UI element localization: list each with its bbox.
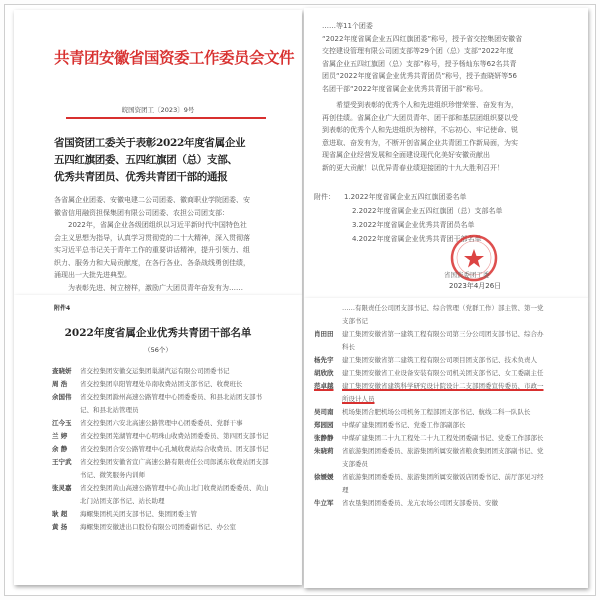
- entry-position: 省交控集团芜湖管理中心明珠山收费站团委委员、第四团支部书记: [80, 432, 269, 440]
- entry-position: 中煤矿建集团二十九工程处二十九工程处团委副书记、党委工作部部长: [342, 434, 544, 442]
- body-line: 希望受到表彰的优秀个人和先进组织珍惜荣誉、奋发有为，: [336, 101, 518, 109]
- list-entry: [52, 443, 272, 456]
- entry-position: 海螺集团机关团支部书记、集团团委主管: [80, 510, 197, 518]
- entry-position: 省农垦集团团委委员、龙亢农场公司团支部委员、安徽: [342, 499, 498, 507]
- entry-name: [314, 302, 342, 328]
- attachments-label: 附件：: [314, 193, 335, 201]
- body-line: 再创佳绩。省属企业广大团员青年、团干部和基层团组织要以受: [322, 113, 518, 122]
- document-page-notice-end: [304, 8, 588, 298]
- entry-position: 省旅游集团团委委员、旅游集团所属安徽饭店团委书记、前厅部见习经理: [342, 473, 544, 494]
- body-line: 交控建设管理有限公司团支部等29个团（总）支部“2022年度: [322, 47, 514, 55]
- list-entry: [314, 497, 546, 510]
- notice-heading: [54, 135, 269, 186]
- body-line: 涌现出一大批先进典型。: [54, 271, 131, 279]
- entry-name: 吴司南: [314, 408, 334, 416]
- document-page-name-list: [14, 295, 302, 585]
- entry-name: 耿 超: [52, 510, 68, 518]
- red-header: 共青团安徽省国资委工作委员会文件: [54, 48, 295, 67]
- highlighted-list-entry: [314, 380, 546, 406]
- entry-position: 省交控集团阜阳管理处阜南收费站团支部书记、收费班长: [80, 380, 243, 388]
- document-page-cover: [14, 10, 302, 295]
- body-line: 名团干部“2022年度省属企业优秀共青团干部”称号。: [322, 84, 488, 93]
- red-divider: [66, 117, 266, 119]
- list-entry: [314, 302, 546, 328]
- body-line: 会主义思想为指导，认真学习贯彻党的二十大精神，深入贯彻落: [54, 233, 250, 242]
- heading-line: 五四红旗团委、五四红旗团（总）支部、: [54, 154, 238, 166]
- list-entry: [52, 508, 272, 521]
- entry-position: 建工集团安徽省第一建筑工程有限公司第三分公司团支部书记、综合办科长: [342, 330, 544, 351]
- entry-name: 黄 扬: [52, 523, 68, 531]
- entry-name: 徐媛媛: [314, 473, 334, 481]
- body-line: 省属企业五四红旗团（总）支部”称号，授予杨灿东等62名共青: [322, 59, 517, 68]
- body-line: 徽省信用融资担保集团有限公司团委、农担公司团支部：: [54, 208, 229, 217]
- list-entry: [314, 354, 546, 367]
- list-entry: [52, 365, 272, 378]
- document-number: 皖国资团工〔2023〕9号: [121, 106, 195, 114]
- entry-position: 省交控集团黄山高速公路管理中心黄山北门收费站团委委员、黄山北门站团支部书记、站长助理: [80, 484, 269, 505]
- entry-name: 郑园园: [314, 421, 334, 429]
- entry-position: ……有限责任公司团支部书记、综合管理（党群工作）部主管、第一党支部书记: [342, 304, 544, 325]
- entry-name: 牛立军: [314, 499, 334, 507]
- entry-name: 查晓妍: [52, 367, 72, 375]
- list-count: （56个）: [144, 346, 172, 354]
- list-entry: [52, 417, 272, 430]
- list-entry: [52, 378, 272, 391]
- body-line: 团员“2022年度省属企业优秀共青团员”称号，授予查晓妍等56: [322, 72, 517, 80]
- entry-name: 江今玉: [52, 419, 72, 427]
- list-entry: [52, 482, 272, 508]
- body-line: 意进取、奋发有为，不断开创省属企业共青团工作新局面，为实: [322, 138, 518, 147]
- list-entry: [52, 391, 272, 417]
- body-line: 织力、服务力和大局贡献度，在各行各业、各条战线勇创佳绩，: [54, 258, 250, 267]
- attachment-label: 附件4: [54, 305, 71, 312]
- heading-line: 省国资团工委关于表彰2022年度省属企业: [54, 137, 246, 149]
- entry-name: 胡欣欣: [314, 369, 334, 377]
- entry-name: 肖田田: [314, 330, 334, 338]
- entry-position: 省交控集团合安公路管理中心孔城收费站综合收费员、团支部书记: [80, 445, 269, 453]
- body-line: 2022年，省属企业各级团组织以习近平新时代中国特色社: [68, 221, 247, 229]
- list-entry: [314, 367, 546, 380]
- document-page-name-list-continued: [304, 298, 588, 588]
- entry-name: 杨先宇: [314, 356, 334, 364]
- entry-name: 余 静: [52, 445, 68, 453]
- entry-position: 省交控集团六安北高速公路管理中心团委委员、党群干事: [80, 419, 243, 427]
- attachment-item: 2.2022年度省属企业五四红旗团（总）支部名单: [352, 207, 503, 215]
- body-line: 新的更大贡献！以优异青春业绩迎接团的十九大胜利召开！: [322, 163, 504, 172]
- body-line: ……等11个团委: [322, 22, 373, 30]
- name-list: [52, 365, 272, 534]
- list-entry: [314, 406, 546, 419]
- entry-position: 中煤矿建集团团委书记、党委工作部副部长: [342, 421, 466, 429]
- body-line: 到表彰的优秀个人和先进组织为榜样，不忘初心、牢记使命、锐: [322, 126, 518, 134]
- list-entry: [52, 521, 272, 534]
- list-entry: [314, 328, 546, 354]
- entry-position: 建工集团安徽省工业设备安装有限公司机关团支部书记、女工委副主任: [342, 369, 544, 377]
- entry-name: 朱晓莉: [314, 447, 334, 455]
- list-entry: [52, 456, 272, 482]
- entry-position: 机场集团合肥机场公司机务工程部团支部书记、航线二科一队队长: [342, 408, 531, 416]
- list-entry: [314, 445, 546, 471]
- entry-position: 省交控集团安徽交运集团巢湖汽运有限公司团委书记: [80, 367, 230, 375]
- entry-position: 海螺集团安徽进出口股份有限公司团委副书记、办公室: [80, 523, 236, 531]
- entry-position: 建工集团安徽省第二建筑工程有限公司项目团支部书记、技术负责人: [342, 356, 537, 364]
- issuer: 省国资委团工委: [444, 271, 490, 279]
- entry-name: 余国伟: [52, 393, 72, 401]
- list-entry: [52, 430, 272, 443]
- attachment-item: 4.2022年度省属企业优秀共青团干部名单: [352, 235, 482, 243]
- entry-position: 省旅游集团团委委员、旅游集团所属安徽省粮食集团团支部副书记、党支部委员: [342, 447, 544, 468]
- entry-name: 周 浩: [52, 380, 68, 388]
- entry-position: 省交控集团滁州高速公路管理中心团委委员、和县北站团支部书记、和县北站管理员: [80, 393, 262, 414]
- entry-position: 省交控集团安徽省宣广高速公路有限责任公司郎溪东收费站团支部书记、微笑服务内训师: [80, 458, 269, 479]
- list-entry: [314, 419, 546, 432]
- entry-name: 张静静: [314, 434, 334, 442]
- entry-name: 范卓越: [314, 382, 334, 390]
- body-line: 现省属企业经营发展和全面建设现代化美好安徽贡献出: [322, 151, 490, 159]
- body-line: 为表彰先进、树立榜样，激励广大团员青年奋发有为……: [68, 283, 243, 292]
- notice-body: [322, 20, 552, 174]
- heading-line: 优秀共青团员、优秀共青团干部的通报: [54, 171, 228, 183]
- entry-name: 兰 婷: [52, 432, 68, 440]
- list-title: 2022年度省属企业优秀共青团干部名单: [64, 327, 252, 339]
- body-line: 实习近平总书记关于青年工作的重要讲话精神，提升引领力、组: [54, 246, 250, 254]
- name-list: [314, 302, 546, 510]
- entry-position: 建工集团安徽省建筑科学研究设计院设计二支部团委宣传委员、市政一所设计人员: [342, 382, 544, 403]
- entry-name: 张灵嘉: [52, 484, 72, 492]
- body-line: 各省属企业团委、安徽电建二公司团委、徽商职业学院团委、安: [54, 196, 250, 204]
- attachment-item: 1.2022年度省属企业五四红旗团委名单: [344, 193, 467, 201]
- list-entry: [314, 471, 546, 497]
- attachment-item: 3.2022年度省属企业优秀共青团员名单: [352, 221, 475, 229]
- entry-name: 王宁武: [52, 458, 72, 466]
- list-entry: [314, 432, 546, 445]
- issue-date: 2023年4月26日: [449, 282, 502, 290]
- notice-body: [54, 194, 264, 294]
- body-line: “2022年度省属企业五四红旗团委”称号，授予省交控集团安徽省: [322, 34, 523, 43]
